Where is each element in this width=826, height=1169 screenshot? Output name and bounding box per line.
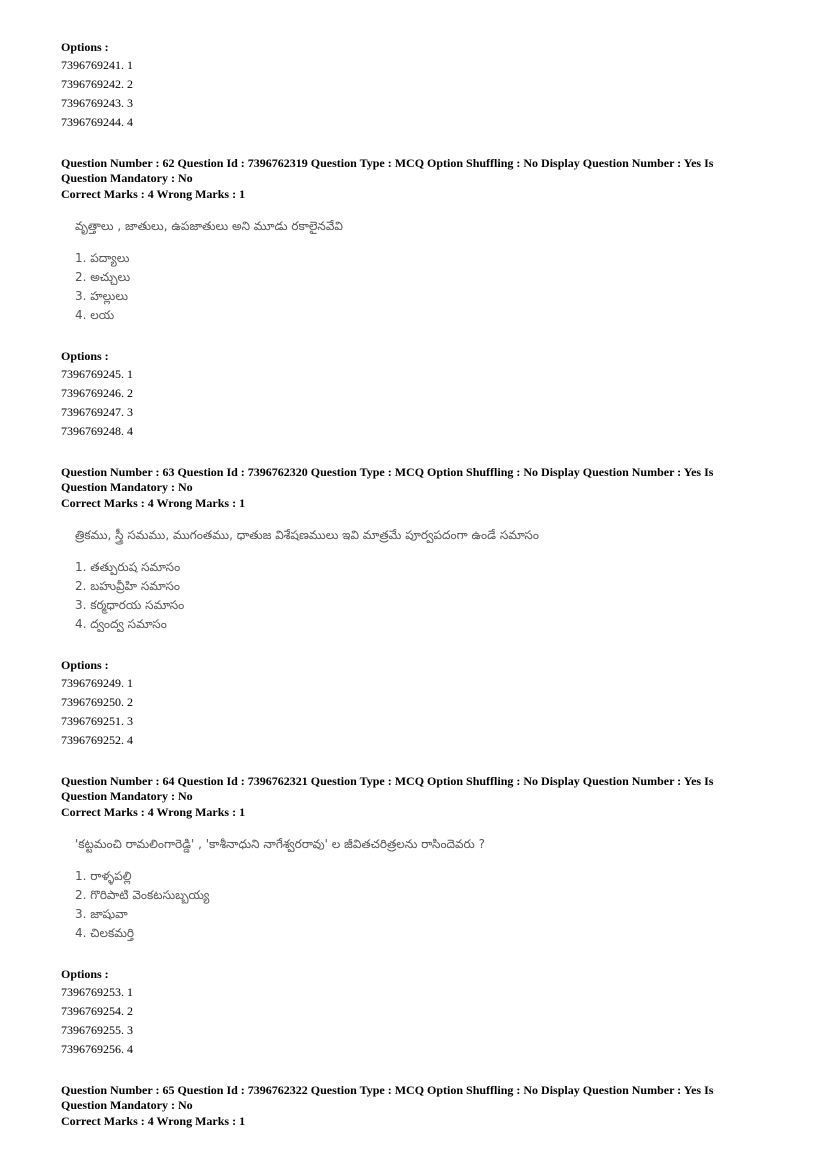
option-id: 7396769256. 4	[61, 1042, 133, 1056]
option-id: 7396769245. 1	[61, 367, 133, 381]
choice: 2. బహువ్రీహి సమాసం	[75, 579, 180, 593]
option-id: 7396769246. 2	[61, 386, 133, 400]
options-label: Options :	[61, 658, 109, 672]
options-label: Options :	[61, 967, 109, 981]
option-id: 7396769252. 4	[61, 733, 133, 747]
choice: 4. చిలకమర్తి	[75, 926, 135, 940]
option-id: 7396769247. 3	[61, 405, 133, 419]
choice: 3. హల్లులు	[75, 289, 128, 303]
question-header: Question Number : 64 Question Id : 7396762321 Question Type : MCQ Option Shuffling : No Display Question Number : Yes Is Question Mandatory : No	[61, 774, 714, 803]
question-stem: వృత్తాలు , జాతులు, ఉపజాతులు అని మూడు రకాలైనవేవి	[75, 219, 343, 233]
options-label: Options :	[61, 349, 109, 363]
option-id: 7396769253. 1	[61, 985, 133, 999]
choice: 2. అచ్చులు	[75, 270, 131, 284]
choice: 4. ద్వంద్వ సమాసం	[75, 617, 167, 631]
option-id: 7396769242. 2	[61, 77, 133, 91]
question-marks: Correct Marks : 4 Wrong Marks : 1	[61, 187, 246, 201]
choice: 4. లయ	[75, 308, 115, 322]
option-id: 7396769254. 2	[61, 1004, 133, 1018]
question-header: Question Number : 65 Question Id : 7396762322 Question Type : MCQ Option Shuffling : No Display Question Number : Yes Is Question Mandatory : No	[61, 1083, 714, 1112]
question-stem: త్రికము, స్త్రీ సమము, ముగంతము, ధాతుజ విశేషణములు ఇవి మాత్రమే పూర్వపదంగా ఉండే సమాసం	[75, 528, 539, 542]
choice: 2. గొరిపాటి వెంకటసుబ్బయ్య	[75, 888, 210, 902]
option-id: 7396769249. 1	[61, 676, 133, 690]
question-marks: Correct Marks : 4 Wrong Marks : 1	[61, 496, 246, 510]
choice: 1. తత్పురుష సమాసం	[75, 560, 181, 574]
question-header: Question Number : 63 Question Id : 7396762320 Question Type : MCQ Option Shuffling : No Display Question Number : Yes Is Question Mandatory : No	[61, 465, 714, 494]
question-stem: 'కట్టమంచి రామలింగారెడ్డి' , 'కాశీనాధుని నాగేశ్వరరావు' ల జీవితచరిత్రలను రాసిందెవరు ?	[75, 837, 486, 851]
option-id: 7396769244. 4	[61, 115, 133, 129]
choice: 3. కర్మధారయ సమాసం	[75, 598, 185, 612]
choice: 1. రాళ్ళపల్లి	[75, 869, 132, 883]
question-image	[75, 217, 343, 325]
option-id: 7396769241. 1	[61, 58, 133, 72]
question-header: Question Number : 62 Question Id : 7396762319 Question Type : MCQ Option Shuffling : No Display Question Number : Yes Is Question Mandatory : No	[61, 156, 714, 185]
option-id: 7396769255. 3	[61, 1023, 133, 1037]
choice: 1. పద్యాలు	[75, 251, 130, 265]
question-marks: Correct Marks : 4 Wrong Marks : 1	[61, 1114, 246, 1128]
question-image	[75, 526, 539, 634]
choice: 3. జాషువా	[75, 907, 128, 921]
options-label: Options :	[61, 40, 109, 54]
question-image	[75, 835, 485, 943]
option-id: 7396769250. 2	[61, 695, 133, 709]
option-id: 7396769248. 4	[61, 424, 133, 438]
option-id: 7396769243. 3	[61, 96, 133, 110]
option-id: 7396769251. 3	[61, 714, 133, 728]
question-marks: Correct Marks : 4 Wrong Marks : 1	[61, 805, 246, 819]
